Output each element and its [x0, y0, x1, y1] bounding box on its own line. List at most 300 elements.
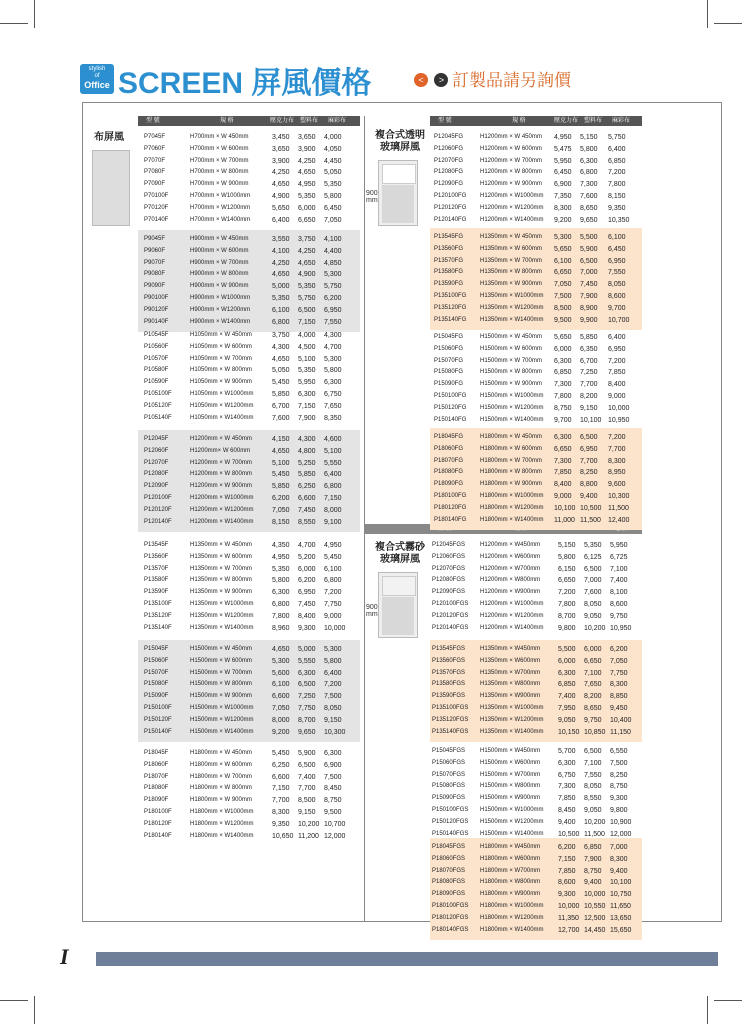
table-row [138, 831, 360, 842]
table-row [138, 493, 360, 504]
logo-line1: stylish [88, 66, 106, 72]
cell-price: 5,000 [298, 646, 316, 653]
cell-spec: H1500mm × W 800mm [480, 369, 542, 376]
crop-mark [714, 23, 742, 24]
cell-price: 7,150 [272, 785, 290, 793]
category-line: 複合式透明 [375, 130, 425, 141]
table-row [430, 403, 642, 414]
cell-price: 6,100 [554, 257, 572, 265]
table-row [430, 746, 642, 757]
cell-price: 8,400 [608, 381, 626, 389]
table-row [138, 179, 360, 190]
cell-price: 12,500 [584, 914, 606, 922]
cell-model: P10570F [144, 355, 169, 362]
table-row [430, 866, 642, 877]
cell-price: 4,900 [272, 193, 290, 200]
cell-price: 6,550 [610, 748, 628, 755]
cell-price: 7,550 [584, 771, 602, 779]
table-row [430, 691, 642, 702]
cell-price: 6,250 [298, 483, 316, 491]
cell-price: 7,850 [608, 369, 626, 377]
cell-model: P13590FG [434, 281, 464, 288]
cell-price: 6,850 [558, 681, 576, 689]
table-row [138, 611, 360, 622]
cell-price: 8,960 [272, 624, 290, 632]
cell-price: 5,150 [558, 542, 576, 549]
cell-model: P12080FGS [432, 577, 466, 584]
custom-order-note: 訂製品請另詢價 [452, 71, 571, 91]
table-row [430, 854, 642, 865]
cell-model: P13570FGS [432, 669, 466, 676]
cell-price: 7,850 [558, 795, 576, 803]
cell-price: 4,950 [298, 181, 316, 189]
table-row [430, 344, 642, 355]
next-button[interactable]: > [434, 73, 448, 87]
cell-price: 5,350 [298, 193, 316, 200]
cell-spec: H1800mm × W 700mm [480, 457, 542, 464]
cell-model: P135120FG [434, 304, 467, 311]
cell-model: P150100FG [434, 393, 467, 399]
cell-spec: H1500mm × W 700mm [190, 669, 252, 676]
cell-price: 4,650 [272, 181, 290, 189]
cell-model: P12070FG [434, 157, 464, 164]
table-row [138, 540, 360, 551]
cell-price: 10,550 [584, 903, 606, 910]
cell-price: 7,500 [554, 293, 572, 300]
crop-mark [0, 23, 28, 24]
cell-price: 10,500 [558, 830, 580, 838]
cell-price: 4,250 [272, 169, 290, 177]
cell-price: 8,150 [608, 193, 626, 200]
cell-spec: H1500mm × W1200mm [480, 404, 544, 411]
cell-price: 7,750 [298, 705, 316, 712]
cell-model: P70100F [144, 193, 169, 199]
cell-model: P135140F [144, 624, 172, 631]
cell-price: 6,450 [554, 169, 572, 177]
cell-price: 8,200 [580, 393, 598, 400]
cell-model: P9090F [144, 283, 166, 290]
cell-price: 6,000 [558, 657, 576, 665]
cell-model: P150140FG [434, 416, 467, 423]
cell-model: P18090FG [434, 481, 464, 488]
table-row [430, 456, 642, 467]
cell-model: P105100F [144, 391, 172, 397]
cell-price: 7,450 [298, 506, 316, 514]
cell-price: 5,475 [554, 145, 572, 153]
table-row [430, 315, 642, 326]
cell-price: 9,400 [580, 493, 598, 500]
cell-price: 4,800 [298, 447, 316, 455]
cell-spec: H1800mm × W 800mm [190, 785, 252, 792]
table-row [430, 467, 642, 478]
cell-spec: H900mm × W1000mm [190, 295, 251, 301]
cell-spec: H1500mm × W 800mm [190, 681, 252, 688]
nav-buttons [414, 70, 450, 88]
cell-model: P18045F [144, 750, 169, 756]
cell-model: P7070F [144, 157, 166, 164]
cell-spec: H1500mm × W1200mm [190, 716, 254, 723]
cell-price: 5,350 [584, 542, 602, 549]
cell-spec: H1050mm × W1000mm [190, 391, 254, 397]
cell-price: 7,400 [558, 693, 576, 701]
cell-model: P13580FG [434, 269, 464, 276]
cell-price: 10,700 [608, 316, 630, 324]
cell-price: 4,300 [272, 343, 290, 351]
cell-price: 6,850 [554, 369, 572, 377]
table-row [138, 587, 360, 598]
cell-price: 5,500 [558, 646, 576, 653]
cell-price: 7,050 [272, 705, 290, 712]
cell-price: 6,000 [298, 565, 316, 573]
cell-price: 13,650 [610, 914, 632, 922]
cell-spec: H1500mm × W600mm [480, 759, 541, 766]
cell-spec: H1500mm × W 450mm [480, 334, 542, 340]
cell-spec: H700mm × W1000mm [190, 193, 251, 199]
cell-model: P12060F [144, 447, 169, 454]
cell-price: 6,500 [580, 434, 598, 441]
table-row [138, 246, 360, 257]
cell-price: 7,200 [324, 681, 342, 689]
cell-price: 6,400 [608, 145, 626, 153]
cell-spec: H1350mm × W 800mm [480, 269, 542, 276]
table-row [138, 281, 360, 292]
table-row [138, 772, 360, 783]
cell-model: P12090FGS [432, 589, 466, 596]
cell-spec: H1350mm × W 600mm [480, 245, 542, 252]
table-row [138, 144, 360, 155]
cell-model: P15090FG [434, 381, 464, 388]
cell-spec: H1350mm × W 450mm [190, 542, 252, 548]
cell-price: 6,800 [324, 483, 342, 491]
cell-price: 6,700 [580, 357, 598, 365]
cell-price: 9,350 [272, 820, 290, 828]
cell-price: 10,200 [584, 624, 606, 632]
table-row [430, 132, 642, 143]
cell-spec: H700mm × W 800mm [190, 169, 249, 176]
cell-spec: H1200mm × W1200mm [480, 204, 544, 211]
cell-price: 6,650 [554, 269, 572, 277]
cell-spec: H1200mm × W1200mm [190, 506, 254, 513]
table-row [138, 727, 360, 738]
cell-model: P150140FGS [432, 830, 469, 837]
dimension-value: 900 [366, 604, 378, 611]
cell-price: 10,150 [558, 728, 580, 736]
cell-price: 4,000 [298, 332, 316, 339]
cell-model: P15060F [144, 657, 169, 664]
cell-model: P13590F [144, 589, 169, 596]
cell-price: 5,300 [324, 271, 342, 279]
table-row [430, 623, 642, 634]
cell-model: P15070F [144, 669, 169, 676]
cell-price: 5,100 [298, 355, 316, 363]
cell-model: P18045FG [434, 434, 464, 440]
table-row [138, 807, 360, 818]
cell-price: 9,150 [298, 809, 316, 816]
price-block [138, 744, 360, 846]
cell-spec: H1350mm × W 800mm [190, 577, 252, 584]
cell-spec: H1500mm × W1400mm [480, 830, 544, 837]
dimension-value: 900 [366, 190, 378, 197]
cell-price: 5,050 [272, 367, 290, 375]
cell-price: 7,800 [554, 393, 572, 400]
cell-price: 7,450 [580, 281, 598, 289]
table-row [430, 611, 642, 622]
prev-button[interactable]: < [414, 73, 428, 87]
cell-price: 3,750 [272, 332, 290, 339]
cell-model: P12090FG [434, 181, 464, 188]
cell-price: 6,500 [298, 761, 316, 769]
cell-spec: H1800mm × W1000mm [480, 493, 544, 499]
cell-spec: H1200mm × W 600mm [480, 145, 542, 152]
table-row [138, 234, 360, 245]
cell-model: P12060FG [434, 145, 464, 152]
table-row [430, 432, 642, 443]
cell-model: P13545FGS [432, 646, 466, 652]
table-row [138, 783, 360, 794]
cell-price: 5,000 [272, 283, 290, 291]
cell-price: 7,800 [558, 601, 576, 608]
header-price3: 麻彩布 [612, 118, 631, 124]
cell-model: P150100F [144, 705, 172, 711]
cell-model: P120120F [144, 506, 172, 513]
cell-price: 6,950 [608, 257, 626, 265]
cell-spec: H1500mm × W450mm [480, 748, 541, 754]
cell-price: 7,350 [554, 193, 572, 200]
cell-price: 4,100 [324, 236, 342, 243]
cell-price: 7,200 [608, 434, 626, 441]
cell-price: 4,350 [272, 542, 290, 549]
cell-model: P12045FGS [432, 542, 466, 548]
cell-price: 10,500 [580, 504, 602, 512]
table-row [430, 367, 642, 378]
cell-price: 7,150 [298, 402, 316, 410]
cell-price: 6,300 [298, 669, 316, 677]
cell-spec: H1800mm × W 600mm [480, 445, 542, 452]
cell-price: 4,300 [324, 332, 342, 339]
cell-price: 8,600 [558, 879, 576, 887]
table-row [430, 215, 642, 226]
table-row [430, 552, 642, 563]
cell-model: P12060FGS [432, 553, 466, 560]
cell-spec: H1800mm × W900mm [480, 891, 541, 898]
cell-spec: H1200mm × W 450mm [480, 134, 542, 140]
cell-spec: H1800mm × W1400mm [190, 832, 254, 839]
cell-spec: H1200mm × W1200mm [480, 612, 544, 619]
cell-model: P9060F [144, 247, 166, 254]
cell-price: 8,050 [584, 783, 602, 791]
cell-price: 8,550 [584, 795, 602, 803]
cell-price: 7,700 [580, 381, 598, 389]
cell-price: 4,650 [298, 259, 316, 267]
column-divider [364, 116, 365, 922]
cell-price: 9,450 [610, 705, 628, 712]
cell-price: 4,450 [324, 157, 342, 165]
cell-price: 6,650 [558, 577, 576, 585]
price-block [430, 328, 642, 430]
cell-price: 5,550 [324, 459, 342, 467]
cell-spec: H1350mm × W 450mm [480, 234, 542, 240]
cell-model: P90140F [144, 318, 169, 325]
cell-price: 7,600 [584, 589, 602, 597]
cell-model: P12080FG [434, 169, 464, 176]
cell-price: 5,300 [272, 657, 290, 665]
cell-price: 9,100 [324, 518, 342, 526]
cell-price: 8,500 [554, 304, 572, 312]
cell-price: 7,400 [298, 773, 316, 781]
table-row [138, 132, 360, 143]
cell-price: 6,100 [272, 681, 290, 689]
cell-model: P150140F [144, 728, 172, 735]
price-block [138, 430, 360, 532]
cell-model: P105140F [144, 414, 172, 421]
cell-price: 6,125 [584, 553, 602, 561]
office-logo [80, 64, 114, 94]
cell-model: P180140F [144, 832, 172, 839]
cell-price: 6,750 [558, 771, 576, 779]
cell-model: P120100FG [434, 193, 467, 199]
cell-price: 6,300 [554, 434, 572, 441]
price-block [430, 742, 642, 844]
cell-price: 5,800 [324, 657, 342, 665]
table-row [430, 599, 642, 610]
table-row [430, 715, 642, 726]
cell-price: 9,200 [554, 216, 572, 224]
cell-model: P12070FGS [432, 565, 466, 572]
cell-model: P15070FG [434, 357, 464, 364]
table-row [430, 379, 642, 390]
cell-spec: H1200mm × W 900mm [190, 483, 252, 490]
cell-model: P18060FG [434, 445, 464, 452]
cell-model: P13590FGS [432, 693, 466, 700]
cell-model: P18090FGS [432, 891, 466, 898]
cell-price: 8,300 [610, 855, 628, 863]
cell-price: 3,450 [272, 134, 290, 141]
cell-price: 5,450 [272, 379, 290, 387]
cell-price: 4,650 [272, 271, 290, 279]
cell-spec: H1350mm × W 900mm [480, 281, 542, 288]
table-row [430, 644, 642, 655]
cell-price: 10,200 [584, 818, 606, 826]
cell-price: 8,000 [272, 716, 290, 724]
cell-spec: H1350mm × W1200mm [190, 612, 254, 619]
table-row [138, 691, 360, 702]
cell-spec: H1500mm × W 600mm [190, 657, 252, 664]
cell-spec: H1500mm × W 900mm [190, 693, 252, 700]
cell-spec: H1800mm × W1200mm [480, 504, 544, 511]
cell-price: 9,300 [298, 624, 316, 632]
cell-price: 4,650 [272, 447, 290, 455]
cell-price: 5,900 [298, 750, 316, 757]
cell-price: 8,800 [580, 481, 598, 489]
table-row [138, 795, 360, 806]
cell-price: 5,800 [580, 145, 598, 153]
table-row [138, 269, 360, 280]
cell-price: 5,100 [324, 447, 342, 455]
cell-model: P150120FGS [432, 818, 469, 825]
cell-price: 6,600 [272, 693, 290, 701]
table-row [138, 623, 360, 634]
cell-price: 7,150 [558, 855, 576, 863]
cell-spec: H1200mm × W1400mm [480, 216, 544, 223]
header-spec: 規 格 [220, 118, 234, 124]
cell-price: 5,300 [324, 355, 342, 363]
cell-price: 8,050 [584, 601, 602, 608]
cell-price: 12,400 [608, 516, 630, 524]
cell-model: P12070F [144, 459, 169, 466]
cell-price: 8,750 [584, 867, 602, 875]
cell-spec: H1350mm × W900mm [480, 693, 541, 700]
cell-price: 9,750 [610, 612, 628, 620]
cell-model: P15090FGS [432, 795, 466, 802]
cell-price: 5,900 [580, 245, 598, 253]
cell-spec: H900mm × W1400mm [190, 318, 251, 325]
cell-model: P12045F [144, 436, 169, 442]
cell-price: 6,650 [584, 657, 602, 665]
cell-model: P135140FGS [432, 728, 469, 735]
cell-spec: H1800mm × W1200mm [480, 914, 544, 921]
table-row [138, 819, 360, 830]
cell-price: 7,900 [298, 414, 316, 422]
cell-model: P120120FGS [432, 612, 469, 619]
table-row [138, 293, 360, 304]
cell-spec: H1350mm × W450mm [480, 646, 541, 652]
cell-price: 8,950 [608, 469, 626, 477]
cell-spec: H1350mm × W1000mm [480, 293, 544, 299]
table-row [138, 330, 360, 341]
cell-price: 8,300 [608, 457, 626, 465]
cell-spec: H1350mm × W 900mm [190, 589, 252, 596]
cell-price: 10,100 [610, 879, 632, 887]
header-price2: 塑料布 [300, 118, 319, 124]
cell-price: 3,900 [272, 157, 290, 165]
cell-price: 8,900 [580, 304, 598, 312]
table-row [138, 305, 360, 316]
dimension-unit: mm [366, 197, 378, 204]
table-row [430, 167, 642, 178]
cell-price: 9,350 [608, 204, 626, 212]
cell-spec: H1800mm × W 450mm [480, 434, 542, 440]
cell-price: 4,500 [298, 343, 316, 351]
cell-spec: H1800mm × W1000mm [480, 903, 544, 909]
cell-price: 6,700 [272, 402, 290, 410]
table-row [138, 156, 360, 167]
cell-price: 7,200 [558, 589, 576, 597]
cell-spec: H1500mm × W1200mm [480, 818, 544, 825]
table-row [430, 191, 642, 202]
cell-price: 6,500 [580, 257, 598, 265]
cell-price: 10,100 [580, 416, 602, 424]
table-row [138, 203, 360, 214]
crop-mark [34, 0, 35, 28]
cell-price: 9,700 [608, 304, 626, 312]
category-line: 玻璃屏風 [380, 554, 420, 565]
cell-spec: H1800mm × W1400mm [480, 516, 544, 523]
cell-price: 3,650 [298, 134, 316, 141]
cell-spec: H1200mm × W1000mm [480, 601, 544, 607]
cell-price: 6,500 [298, 681, 316, 689]
cell-price: 5,800 [272, 577, 290, 585]
price-block [430, 428, 642, 530]
table-row [430, 913, 642, 924]
cell-price: 11,150 [610, 728, 631, 736]
cell-price: 6,100 [608, 234, 626, 241]
cell-price: 7,000 [580, 269, 598, 277]
cell-price: 8,500 [298, 797, 316, 805]
cell-spec: H1050mm × W 450mm [190, 332, 252, 338]
cell-spec: H900mm × W 800mm [190, 271, 249, 278]
cell-spec: H700mm × W 600mm [190, 145, 249, 152]
table-row [430, 244, 642, 255]
